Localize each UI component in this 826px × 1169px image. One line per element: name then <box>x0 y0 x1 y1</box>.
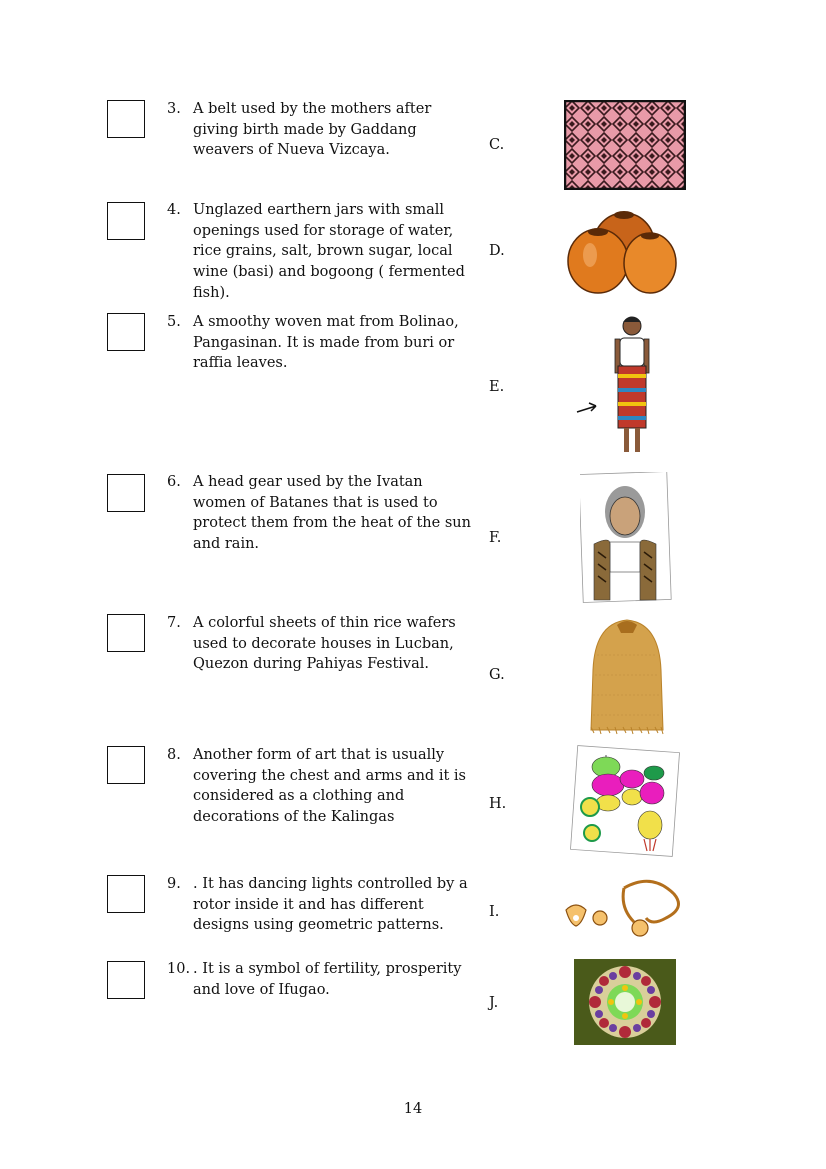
item-number-10: 10. <box>167 961 191 977</box>
choice-letter-h: H. <box>489 796 507 812</box>
kiping-decorations-image <box>570 745 682 860</box>
answer-box-6[interactable] <box>107 474 145 512</box>
choice-letter-f: F. <box>489 530 502 546</box>
item-number-6: 6. <box>167 474 181 490</box>
lingling-o-necklace-image <box>562 878 684 942</box>
item-text-8: Another form of art that is usually covering the chest and arms and it is considered as a clothing and decorations of the Kalingas <box>193 747 466 826</box>
answer-box-8[interactable] <box>107 746 145 784</box>
tattooed-elder-woman-image <box>580 472 672 604</box>
answer-box-7[interactable] <box>107 614 145 652</box>
woman-in-woven-skirt-image <box>572 312 652 462</box>
answer-box-9[interactable] <box>107 875 145 913</box>
choice-letter-d: D. <box>489 243 505 259</box>
choice-letter-i: I. <box>489 904 500 920</box>
clay-jars-image <box>564 205 679 295</box>
item-number-7: 7. <box>167 615 181 631</box>
answer-box-4[interactable] <box>107 202 145 240</box>
item-text-9: . It has dancing lights controlled by a rotor inside it and has different designs using geometric patterns. <box>193 876 468 934</box>
item-text-3: A belt used by the mothers after giving birth made by Gaddang weavers of Nueva Vizcaya. <box>193 101 432 159</box>
answer-box-5[interactable] <box>107 313 145 351</box>
choice-letter-c: C. <box>489 137 505 153</box>
item-number-5: 5. <box>167 314 181 330</box>
item-text-10: . It is a symbol of fertility, prosperity and love of Ifugao. <box>193 961 462 998</box>
item-text-4: Unglazed earthern jars with small openings used for storage of water, rice grains, salt, brown sugar, local wine (basi) and bogoong ( fermented fish). <box>193 202 465 301</box>
item-number-4: 4. <box>167 202 181 218</box>
item-number-8: 8. <box>167 747 181 763</box>
item-text-5: A smoothy woven mat from Bolinao, Pangasinan. It is made from buri or raffia leaves. <box>193 314 459 372</box>
item-number-9: 9. <box>167 876 181 892</box>
vakul-headgear-image <box>587 615 667 735</box>
page-number: 14 <box>403 1101 423 1117</box>
item-text-7: A colorful sheets of thin rice wafers used to decorate houses in Lucban, Quezon during Pahiyas Festival. <box>193 615 456 673</box>
answer-box-10[interactable] <box>107 961 145 999</box>
answer-box-3[interactable] <box>107 100 145 138</box>
woven-belt-image <box>564 100 686 190</box>
item-text-6: A head gear used by the Ivatan women of Batanes that is used to protect them from the heat of the sun and rain. <box>193 474 471 553</box>
choice-letter-g: G. <box>489 667 505 683</box>
item-number-3: 3. <box>167 101 181 117</box>
choice-letter-j: J. <box>489 995 499 1011</box>
choice-letter-e: E. <box>489 379 505 395</box>
giant-lantern-image <box>573 958 677 1046</box>
